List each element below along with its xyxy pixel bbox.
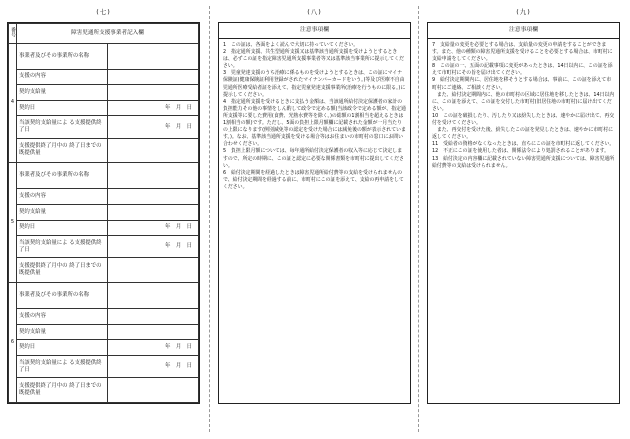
block-number: 5 xyxy=(9,163,17,283)
field-value[interactable] xyxy=(108,43,199,69)
field-label: 当該契約支給量によ る支援提供終了日 xyxy=(17,236,108,258)
page-title-right: (九) xyxy=(516,8,531,16)
block-number: 6 xyxy=(9,283,17,403)
field-label: 契約支給量 xyxy=(17,85,108,101)
notes-title: 注意事項欄 xyxy=(428,23,619,39)
field-value[interactable] xyxy=(108,189,199,205)
provider-entry-form xyxy=(7,22,200,404)
field-value[interactable]: 年 月 日 xyxy=(108,236,199,258)
note-item: 9 給付決定期間内に、居住地を移そうとする場合は、事前に、この証を添えて市町村にご連絡、ご相談ください。 xyxy=(432,77,612,91)
notes-panel-middle xyxy=(218,22,411,404)
notes-body xyxy=(219,39,410,194)
note-item: 13 給付決定の内容欄に記載されていない障害児通所支援については、障害児通所給付費等の支給は受けられません。 xyxy=(432,155,615,169)
page-title-middle: (八) xyxy=(307,8,322,16)
field-value[interactable]: 年 月 日 xyxy=(108,340,199,356)
field-value[interactable] xyxy=(108,378,199,403)
note-item: 6 給付決定期間を経過したときは障害児通所給付費等の支給を受けられませんので、給付決定期間を経過する前に、市町村にこの証を添えて、支給の再申請をしてください。 xyxy=(223,169,404,190)
field-label: 支援提供終了月中の 終了日までの既提供量 xyxy=(17,138,108,163)
fold-line xyxy=(418,6,419,432)
field-label: 当該契約支給量によ る支援提供終了日 xyxy=(17,356,108,378)
field-value[interactable] xyxy=(108,309,199,325)
field-label: 契約日 xyxy=(17,100,108,116)
note-item: また、再交付を受けた後、紛失したこの証を発見したときは、速やかに市町村に返してください。 xyxy=(432,127,613,141)
field-label: 契約支給量 xyxy=(17,324,108,340)
note-item: 3 児童発達支援のうち治療に係るものを受けようとするときは、この証にマイナ保険証(健康保険証利用登録がされたマイナンバーカードをいう。)等及び医療不自由児通所医療受給者証を添えて、指定児童発達支援事業所(治療を行うものに限る。)に提示してください。 xyxy=(223,70,406,98)
field-value[interactable]: 年 月 日 xyxy=(108,220,199,236)
field-value[interactable]: 年 月 日 xyxy=(108,116,199,138)
field-label: 契約日 xyxy=(17,220,108,236)
field-value[interactable]: 年 月 日 xyxy=(108,356,199,378)
field-label: 当該契約支給量によ る支援提供終了日 xyxy=(17,116,108,138)
field-value[interactable] xyxy=(108,283,199,309)
field-label: 事業者及びその事業所の名称 xyxy=(17,163,108,189)
field-label: 契約日 xyxy=(17,340,108,356)
note-item: 5 負担上限月額については、毎年通所給付決定保護者の収入等に応じて決定しますので、所定の時期に、この証と認定に必要な関係書類を市町村に提出してください。 xyxy=(223,148,404,169)
page-title-left: (七) xyxy=(96,8,111,16)
field-label: 事業者及びその事業所の名称 xyxy=(17,43,108,69)
field-label: 支援の内容 xyxy=(17,189,108,205)
note-item: 1 この証は、各面をよく読んで大切に持っていてください。 xyxy=(223,42,359,48)
field-label: 支援の内容 xyxy=(17,309,108,325)
number-column-header: 番号 xyxy=(9,24,17,44)
field-label: 支援提供終了月中の 終了日までの既提供量 xyxy=(17,258,108,283)
field-value[interactable] xyxy=(108,85,199,101)
field-value[interactable]: 年 月 日 xyxy=(108,100,199,116)
note-item: 10 この証を破損したり、汚したり又は紛失したときは、速やかに届け出て、再交付を受けてください。 xyxy=(432,112,615,127)
field-value[interactable] xyxy=(108,138,199,163)
notes-body xyxy=(428,39,619,173)
notes-panel-right xyxy=(427,22,620,404)
notes-title: 注意事項欄 xyxy=(219,23,410,39)
note-item: 8 この証の一、五面の記載事項に変更があったときは、14日以内に、この証を添えて市町村にその旨を届け出てください。 xyxy=(432,63,613,77)
field-value[interactable] xyxy=(108,163,199,189)
field-value[interactable] xyxy=(108,69,199,85)
note-item: 4 指定通所支援を受けるときに支払う金額は、当該通所給付決定保護者の家計の負担能力その他の事情をしん酌して政令で定める額(当該政令で定める額が、指定通所支援等に要した費用(食費、光熱水費等を除く。)の総額の1割相当を超えるときは1割相当の額)です。ただし、5面の負担上限月額欄に記載された金額が一月当たりの上限になります(例別減免等の認定を受けた場合には減免後の額が表示されています。)。なお、基準該当通所支援を受ける場合等はお住まいの市町村の窓口にお問い合わせください。 xyxy=(223,98,406,148)
field-value[interactable] xyxy=(108,324,199,340)
note-item: 7 支給量の変更を必要とする場合は、支給量の変更の申請をすることができます。また、他の種類の障害児通所支援を受けることを必要とする場合は、市町村に支給申請をしてください。 xyxy=(432,42,613,63)
fold-line xyxy=(209,6,210,432)
note-item: 11 受給者の資格がなくなったときは、直ちにこの証を市町村に返してください。 xyxy=(432,141,615,148)
field-value[interactable] xyxy=(108,205,199,221)
field-label: 支援提供終了月中の 終了日までの既提供量 xyxy=(17,378,108,403)
note-item: また、給付決定期間内に、他の市町村の区域に居住地を移したときは、14日以内に、この証を添えて、この証を交付した市町村(旧居住地の市町村)に届け出てください。 xyxy=(432,91,615,112)
note-item: 2 指定通所支援、共生型通所支援又は基準該当通所支援を受けようとするときは、必ずこの証を指定障害児通所支援事業者等又は基準該当事業所に提示してください。 xyxy=(223,49,404,70)
field-value[interactable] xyxy=(108,258,199,283)
field-label: 事業者及びその事業所の名称 xyxy=(17,283,108,309)
form-title: 障害児通所支援事業者記入欄 xyxy=(17,24,199,44)
note-item: 12 不正にこの証を使用した者は、関係法令により処罰されることがあります。 xyxy=(432,148,610,155)
field-label: 支援の内容 xyxy=(17,69,108,85)
field-label: 契約支給量 xyxy=(17,205,108,221)
block-number: 4 xyxy=(9,43,17,163)
